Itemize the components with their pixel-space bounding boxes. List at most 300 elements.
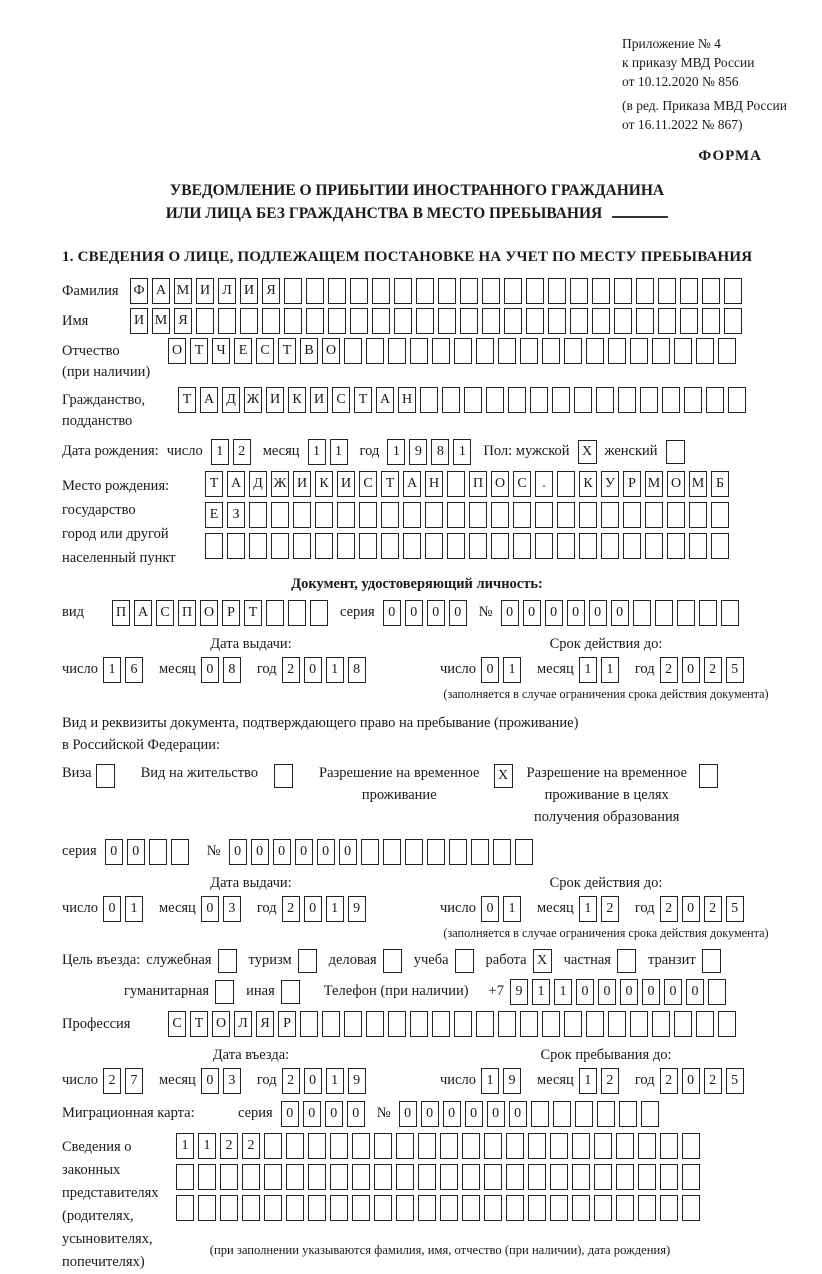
form-cell[interactable] — [366, 338, 384, 364]
form-cell[interactable]: Т — [190, 338, 208, 364]
form-cell[interactable] — [506, 1133, 524, 1159]
form-cell[interactable]: Т — [381, 471, 399, 497]
form-cell[interactable]: И — [310, 387, 328, 413]
form-cell[interactable] — [652, 1011, 670, 1037]
form-cell[interactable] — [308, 1195, 326, 1221]
form-cell[interactable] — [405, 839, 423, 865]
form-cell[interactable] — [684, 387, 702, 413]
form-cell[interactable]: 0 — [201, 1068, 219, 1094]
form-cell[interactable]: 2 — [242, 1133, 260, 1159]
form-cell[interactable] — [674, 1011, 692, 1037]
form-cell[interactable] — [680, 278, 698, 304]
form-cell[interactable] — [616, 1164, 634, 1190]
form-cell[interactable]: 9 — [503, 1068, 521, 1094]
form-cell[interactable]: 0 — [682, 1068, 700, 1094]
form-cell[interactable] — [504, 278, 522, 304]
form-cell[interactable] — [372, 278, 390, 304]
form-cell[interactable]: 0 — [304, 896, 322, 922]
form-cell[interactable]: А — [376, 387, 394, 413]
form-cell[interactable]: Я — [262, 278, 280, 304]
form-cell[interactable]: А — [152, 278, 170, 304]
form-cell[interactable]: 0 — [523, 600, 541, 626]
form-cell[interactable]: С — [513, 471, 531, 497]
form-cell[interactable] — [249, 502, 267, 528]
form-cell[interactable]: 1 — [103, 657, 121, 683]
form-cell[interactable]: 2 — [233, 439, 251, 465]
form-cell[interactable] — [447, 502, 465, 528]
form-cell[interactable]: 2 — [704, 896, 722, 922]
form-cell[interactable] — [410, 1011, 428, 1037]
form-cell[interactable] — [442, 387, 460, 413]
form-cell[interactable]: 0 — [347, 1101, 365, 1127]
form-cell[interactable]: 0 — [251, 839, 269, 865]
form-cell[interactable]: 0 — [103, 896, 121, 922]
form-cell[interactable] — [660, 1133, 678, 1159]
form-cell[interactable] — [416, 278, 434, 304]
form-cell[interactable] — [508, 387, 526, 413]
form-cell[interactable]: 0 — [201, 657, 219, 683]
form-cell[interactable]: 0 — [383, 600, 401, 626]
form-cell[interactable] — [381, 533, 399, 559]
form-cell[interactable]: Б — [711, 471, 729, 497]
form-cell[interactable] — [264, 1133, 282, 1159]
form-cell[interactable] — [330, 1164, 348, 1190]
form-cell[interactable]: С — [156, 600, 174, 626]
form-cell[interactable] — [218, 308, 236, 334]
form-cell[interactable] — [706, 387, 724, 413]
form-cell[interactable]: А — [403, 471, 421, 497]
form-cell[interactable]: 0 — [664, 979, 682, 1005]
form-cell[interactable] — [337, 533, 355, 559]
form-cell[interactable]: П — [112, 600, 130, 626]
form-cell[interactable] — [645, 533, 663, 559]
form-cell[interactable]: А — [200, 387, 218, 413]
form-cell[interactable] — [264, 1164, 282, 1190]
form-cell[interactable] — [640, 387, 658, 413]
form-cell[interactable]: 0 — [682, 657, 700, 683]
form-cell[interactable]: И — [266, 387, 284, 413]
form-cell[interactable] — [520, 1011, 538, 1037]
form-cell[interactable] — [383, 839, 401, 865]
form-cell[interactable]: 0 — [501, 600, 519, 626]
form-cell[interactable] — [574, 387, 592, 413]
form-cell[interactable] — [608, 338, 626, 364]
form-cell[interactable] — [350, 278, 368, 304]
form-cell[interactable] — [205, 533, 223, 559]
form-cell[interactable] — [176, 1195, 194, 1221]
form-cell[interactable] — [721, 600, 739, 626]
form-cell[interactable]: Т — [178, 387, 196, 413]
form-cell[interactable]: 0 — [576, 979, 594, 1005]
form-cell[interactable]: 3 — [223, 896, 241, 922]
form-cell[interactable] — [352, 1195, 370, 1221]
form-cell[interactable]: Т — [278, 338, 296, 364]
form-cell[interactable]: 0 — [481, 896, 499, 922]
form-cell[interactable]: Н — [398, 387, 416, 413]
form-cell[interactable]: А — [134, 600, 152, 626]
form-cell[interactable]: 2 — [601, 896, 619, 922]
form-cell[interactable] — [293, 502, 311, 528]
form-cell[interactable] — [542, 1011, 560, 1037]
form-cell[interactable] — [455, 949, 474, 973]
form-cell[interactable]: Д — [249, 471, 267, 497]
form-cell[interactable] — [528, 1164, 546, 1190]
form-cell[interactable]: 8 — [431, 439, 449, 465]
form-cell[interactable] — [438, 308, 456, 334]
form-cell[interactable] — [281, 980, 300, 1004]
form-cell[interactable] — [633, 600, 651, 626]
form-cell[interactable]: 0 — [304, 1068, 322, 1094]
form-cell[interactable] — [328, 308, 346, 334]
form-cell[interactable] — [572, 1133, 590, 1159]
form-cell[interactable]: З — [227, 502, 245, 528]
form-cell[interactable]: О — [667, 471, 685, 497]
form-cell[interactable] — [293, 533, 311, 559]
form-cell[interactable] — [352, 1133, 370, 1159]
form-cell[interactable]: И — [130, 308, 148, 334]
form-cell[interactable] — [306, 278, 324, 304]
form-cell[interactable] — [344, 1011, 362, 1037]
form-cell[interactable]: 5 — [726, 657, 744, 683]
form-cell[interactable]: Я — [256, 1011, 274, 1037]
form-cell[interactable] — [689, 533, 707, 559]
form-cell[interactable]: О — [200, 600, 218, 626]
form-cell[interactable]: 0 — [229, 839, 247, 865]
form-cell[interactable]: 2 — [704, 657, 722, 683]
form-cell[interactable] — [469, 502, 487, 528]
form-cell[interactable] — [718, 338, 736, 364]
form-cell[interactable]: 2 — [660, 1068, 678, 1094]
form-cell[interactable]: О — [212, 1011, 230, 1037]
form-cell[interactable] — [564, 1011, 582, 1037]
form-cell[interactable] — [513, 502, 531, 528]
form-cell[interactable] — [484, 1164, 502, 1190]
form-cell[interactable] — [486, 387, 504, 413]
form-cell[interactable] — [614, 308, 632, 334]
form-cell[interactable]: М — [174, 278, 192, 304]
form-cell[interactable] — [396, 1133, 414, 1159]
form-cell[interactable]: 7 — [125, 1068, 143, 1094]
form-cell[interactable]: Д — [222, 387, 240, 413]
form-cell[interactable] — [616, 1133, 634, 1159]
form-cell[interactable]: 0 — [443, 1101, 461, 1127]
form-cell[interactable]: 0 — [449, 600, 467, 626]
form-cell[interactable] — [462, 1164, 480, 1190]
form-cell[interactable] — [548, 278, 566, 304]
form-cell[interactable]: 1 — [198, 1133, 216, 1159]
form-cell[interactable]: О — [491, 471, 509, 497]
form-cell[interactable] — [454, 1011, 472, 1037]
form-cell[interactable]: 2 — [660, 657, 678, 683]
form-cell[interactable] — [418, 1133, 436, 1159]
form-cell[interactable] — [396, 1195, 414, 1221]
form-cell[interactable]: 0 — [567, 600, 585, 626]
form-cell[interactable]: . — [535, 471, 553, 497]
form-cell[interactable]: X — [494, 764, 513, 788]
form-cell[interactable] — [449, 839, 467, 865]
form-cell[interactable]: С — [359, 471, 377, 497]
form-cell[interactable] — [696, 338, 714, 364]
form-cell[interactable] — [630, 1011, 648, 1037]
form-cell[interactable] — [597, 1101, 615, 1127]
form-cell[interactable]: 3 — [223, 1068, 241, 1094]
form-cell[interactable] — [491, 502, 509, 528]
form-cell[interactable]: Р — [623, 471, 641, 497]
form-cell[interactable] — [242, 1164, 260, 1190]
form-cell[interactable] — [388, 338, 406, 364]
form-cell[interactable]: 2 — [282, 896, 300, 922]
form-cell[interactable]: 0 — [589, 600, 607, 626]
form-cell[interactable] — [308, 1164, 326, 1190]
form-cell[interactable] — [198, 1164, 216, 1190]
form-cell[interactable] — [696, 1011, 714, 1037]
form-cell[interactable]: 8 — [348, 657, 366, 683]
form-cell[interactable]: 2 — [282, 1068, 300, 1094]
form-cell[interactable]: 0 — [427, 600, 445, 626]
form-cell[interactable]: 1 — [308, 439, 326, 465]
form-cell[interactable] — [557, 471, 575, 497]
form-cell[interactable] — [711, 533, 729, 559]
form-cell[interactable] — [218, 949, 237, 973]
form-cell[interactable]: 9 — [348, 1068, 366, 1094]
form-cell[interactable] — [264, 1195, 282, 1221]
form-cell[interactable]: И — [196, 278, 214, 304]
form-cell[interactable] — [513, 533, 531, 559]
form-cell[interactable] — [623, 502, 641, 528]
form-cell[interactable]: 9 — [409, 439, 427, 465]
form-cell[interactable] — [482, 308, 500, 334]
form-cell[interactable] — [352, 1164, 370, 1190]
form-cell[interactable]: 0 — [545, 600, 563, 626]
form-cell[interactable] — [271, 502, 289, 528]
form-cell[interactable] — [491, 533, 509, 559]
form-cell[interactable] — [374, 1195, 392, 1221]
form-cell[interactable] — [652, 338, 670, 364]
form-cell[interactable] — [601, 533, 619, 559]
form-cell[interactable] — [572, 1164, 590, 1190]
form-cell[interactable]: 0 — [509, 1101, 527, 1127]
form-cell[interactable]: М — [689, 471, 707, 497]
form-cell[interactable] — [196, 308, 214, 334]
form-cell[interactable]: 6 — [125, 657, 143, 683]
form-cell[interactable]: 0 — [273, 839, 291, 865]
form-cell[interactable] — [557, 533, 575, 559]
form-cell[interactable]: 0 — [281, 1101, 299, 1127]
form-cell[interactable] — [641, 1101, 659, 1127]
form-cell[interactable] — [438, 278, 456, 304]
form-cell[interactable]: 0 — [682, 896, 700, 922]
form-cell[interactable] — [658, 278, 676, 304]
form-cell[interactable] — [374, 1133, 392, 1159]
form-cell[interactable]: С — [332, 387, 350, 413]
form-cell[interactable]: 8 — [223, 657, 241, 683]
form-cell[interactable] — [699, 600, 717, 626]
form-cell[interactable]: 1 — [579, 657, 597, 683]
form-cell[interactable] — [662, 387, 680, 413]
form-cell[interactable] — [286, 1164, 304, 1190]
form-cell[interactable] — [702, 278, 720, 304]
form-cell[interactable] — [575, 1101, 593, 1127]
form-cell[interactable] — [284, 278, 302, 304]
form-cell[interactable]: 0 — [303, 1101, 321, 1127]
form-cell[interactable] — [530, 387, 548, 413]
form-cell[interactable]: 1 — [326, 1068, 344, 1094]
form-cell[interactable]: М — [152, 308, 170, 334]
form-cell[interactable]: 1 — [601, 657, 619, 683]
form-cell[interactable] — [535, 502, 553, 528]
form-cell[interactable]: 1 — [532, 979, 550, 1005]
form-cell[interactable] — [619, 1101, 637, 1127]
form-cell[interactable]: 1 — [211, 439, 229, 465]
form-cell[interactable] — [315, 533, 333, 559]
form-cell[interactable]: В — [300, 338, 318, 364]
form-cell[interactable] — [548, 308, 566, 334]
form-cell[interactable] — [403, 502, 421, 528]
form-cell[interactable] — [361, 839, 379, 865]
form-cell[interactable] — [493, 839, 511, 865]
form-cell[interactable]: 0 — [620, 979, 638, 1005]
form-cell[interactable] — [381, 502, 399, 528]
form-cell[interactable] — [484, 1133, 502, 1159]
form-cell[interactable] — [464, 387, 482, 413]
form-cell[interactable] — [454, 338, 472, 364]
form-cell[interactable]: Ф — [130, 278, 148, 304]
form-cell[interactable] — [308, 1133, 326, 1159]
form-cell[interactable]: С — [168, 1011, 186, 1037]
form-cell[interactable]: Л — [234, 1011, 252, 1037]
form-cell[interactable] — [396, 1164, 414, 1190]
form-cell[interactable] — [330, 1133, 348, 1159]
form-cell[interactable]: 2 — [220, 1133, 238, 1159]
form-cell[interactable] — [284, 308, 302, 334]
form-cell[interactable]: 1 — [481, 1068, 499, 1094]
form-cell[interactable] — [460, 308, 478, 334]
form-cell[interactable] — [366, 1011, 384, 1037]
form-cell[interactable]: 1 — [554, 979, 572, 1005]
form-cell[interactable] — [149, 839, 167, 865]
form-cell[interactable]: Т — [190, 1011, 208, 1037]
form-cell[interactable]: С — [256, 338, 274, 364]
form-cell[interactable]: К — [288, 387, 306, 413]
form-cell[interactable] — [645, 502, 663, 528]
form-cell[interactable]: 0 — [105, 839, 123, 865]
form-cell[interactable] — [531, 1101, 549, 1127]
form-cell[interactable]: Я — [174, 308, 192, 334]
form-cell[interactable] — [699, 764, 718, 788]
form-cell[interactable] — [638, 1133, 656, 1159]
form-cell[interactable] — [526, 308, 544, 334]
form-cell[interactable]: Т — [244, 600, 262, 626]
form-cell[interactable] — [638, 1195, 656, 1221]
form-cell[interactable]: Н — [425, 471, 443, 497]
form-cell[interactable]: 0 — [686, 979, 704, 1005]
form-cell[interactable]: 1 — [326, 657, 344, 683]
form-cell[interactable] — [425, 533, 443, 559]
form-cell[interactable] — [616, 1195, 634, 1221]
form-cell[interactable] — [660, 1195, 678, 1221]
form-cell[interactable] — [601, 502, 619, 528]
form-cell[interactable] — [344, 338, 362, 364]
form-cell[interactable] — [306, 308, 324, 334]
form-cell[interactable]: А — [227, 471, 245, 497]
form-cell[interactable] — [447, 533, 465, 559]
form-cell[interactable] — [542, 338, 560, 364]
form-cell[interactable] — [608, 1011, 626, 1037]
form-cell[interactable] — [655, 600, 673, 626]
form-cell[interactable]: П — [469, 471, 487, 497]
form-cell[interactable] — [462, 1195, 480, 1221]
form-cell[interactable] — [586, 1011, 604, 1037]
form-cell[interactable] — [682, 1133, 700, 1159]
form-cell[interactable]: 0 — [399, 1101, 417, 1127]
form-cell[interactable] — [372, 308, 390, 334]
form-cell[interactable] — [298, 949, 317, 973]
form-cell[interactable] — [220, 1164, 238, 1190]
form-cell[interactable] — [594, 1195, 612, 1221]
form-cell[interactable] — [520, 338, 538, 364]
form-cell[interactable] — [432, 338, 450, 364]
form-cell[interactable] — [550, 1133, 568, 1159]
form-cell[interactable]: 1 — [503, 896, 521, 922]
form-cell[interactable]: И — [293, 471, 311, 497]
form-cell[interactable] — [564, 338, 582, 364]
form-cell[interactable] — [550, 1195, 568, 1221]
form-cell[interactable] — [674, 338, 692, 364]
form-cell[interactable]: 2 — [282, 657, 300, 683]
form-cell[interactable] — [440, 1195, 458, 1221]
form-cell[interactable] — [425, 502, 443, 528]
form-cell[interactable] — [388, 1011, 406, 1037]
form-cell[interactable] — [359, 533, 377, 559]
form-cell[interactable] — [416, 308, 434, 334]
form-cell[interactable]: 0 — [201, 896, 219, 922]
form-cell[interactable] — [579, 502, 597, 528]
form-cell[interactable]: Е — [205, 502, 223, 528]
form-cell[interactable] — [515, 839, 533, 865]
form-cell[interactable] — [271, 533, 289, 559]
form-cell[interactable] — [394, 308, 412, 334]
form-cell[interactable] — [350, 308, 368, 334]
form-cell[interactable] — [623, 533, 641, 559]
form-cell[interactable] — [249, 533, 267, 559]
form-cell[interactable] — [359, 502, 377, 528]
form-cell[interactable]: 0 — [487, 1101, 505, 1127]
form-cell[interactable]: 0 — [317, 839, 335, 865]
form-cell[interactable] — [337, 502, 355, 528]
form-cell[interactable] — [677, 600, 695, 626]
form-cell[interactable] — [728, 387, 746, 413]
form-cell[interactable]: 1 — [503, 657, 521, 683]
form-cell[interactable]: 5 — [726, 896, 744, 922]
form-cell[interactable] — [469, 533, 487, 559]
form-cell[interactable]: 2 — [601, 1068, 619, 1094]
form-cell[interactable] — [596, 387, 614, 413]
form-cell[interactable] — [638, 1164, 656, 1190]
form-cell[interactable] — [630, 338, 648, 364]
form-cell[interactable] — [394, 278, 412, 304]
form-cell[interactable] — [418, 1164, 436, 1190]
form-cell[interactable] — [96, 764, 115, 788]
form-cell[interactable] — [682, 1195, 700, 1221]
form-cell[interactable]: Л — [218, 278, 236, 304]
form-cell[interactable] — [432, 1011, 450, 1037]
form-cell[interactable] — [286, 1133, 304, 1159]
form-cell[interactable] — [526, 278, 544, 304]
form-cell[interactable] — [171, 839, 189, 865]
form-cell[interactable]: П — [178, 600, 196, 626]
form-cell[interactable]: 2 — [660, 896, 678, 922]
form-cell[interactable]: Т — [354, 387, 372, 413]
